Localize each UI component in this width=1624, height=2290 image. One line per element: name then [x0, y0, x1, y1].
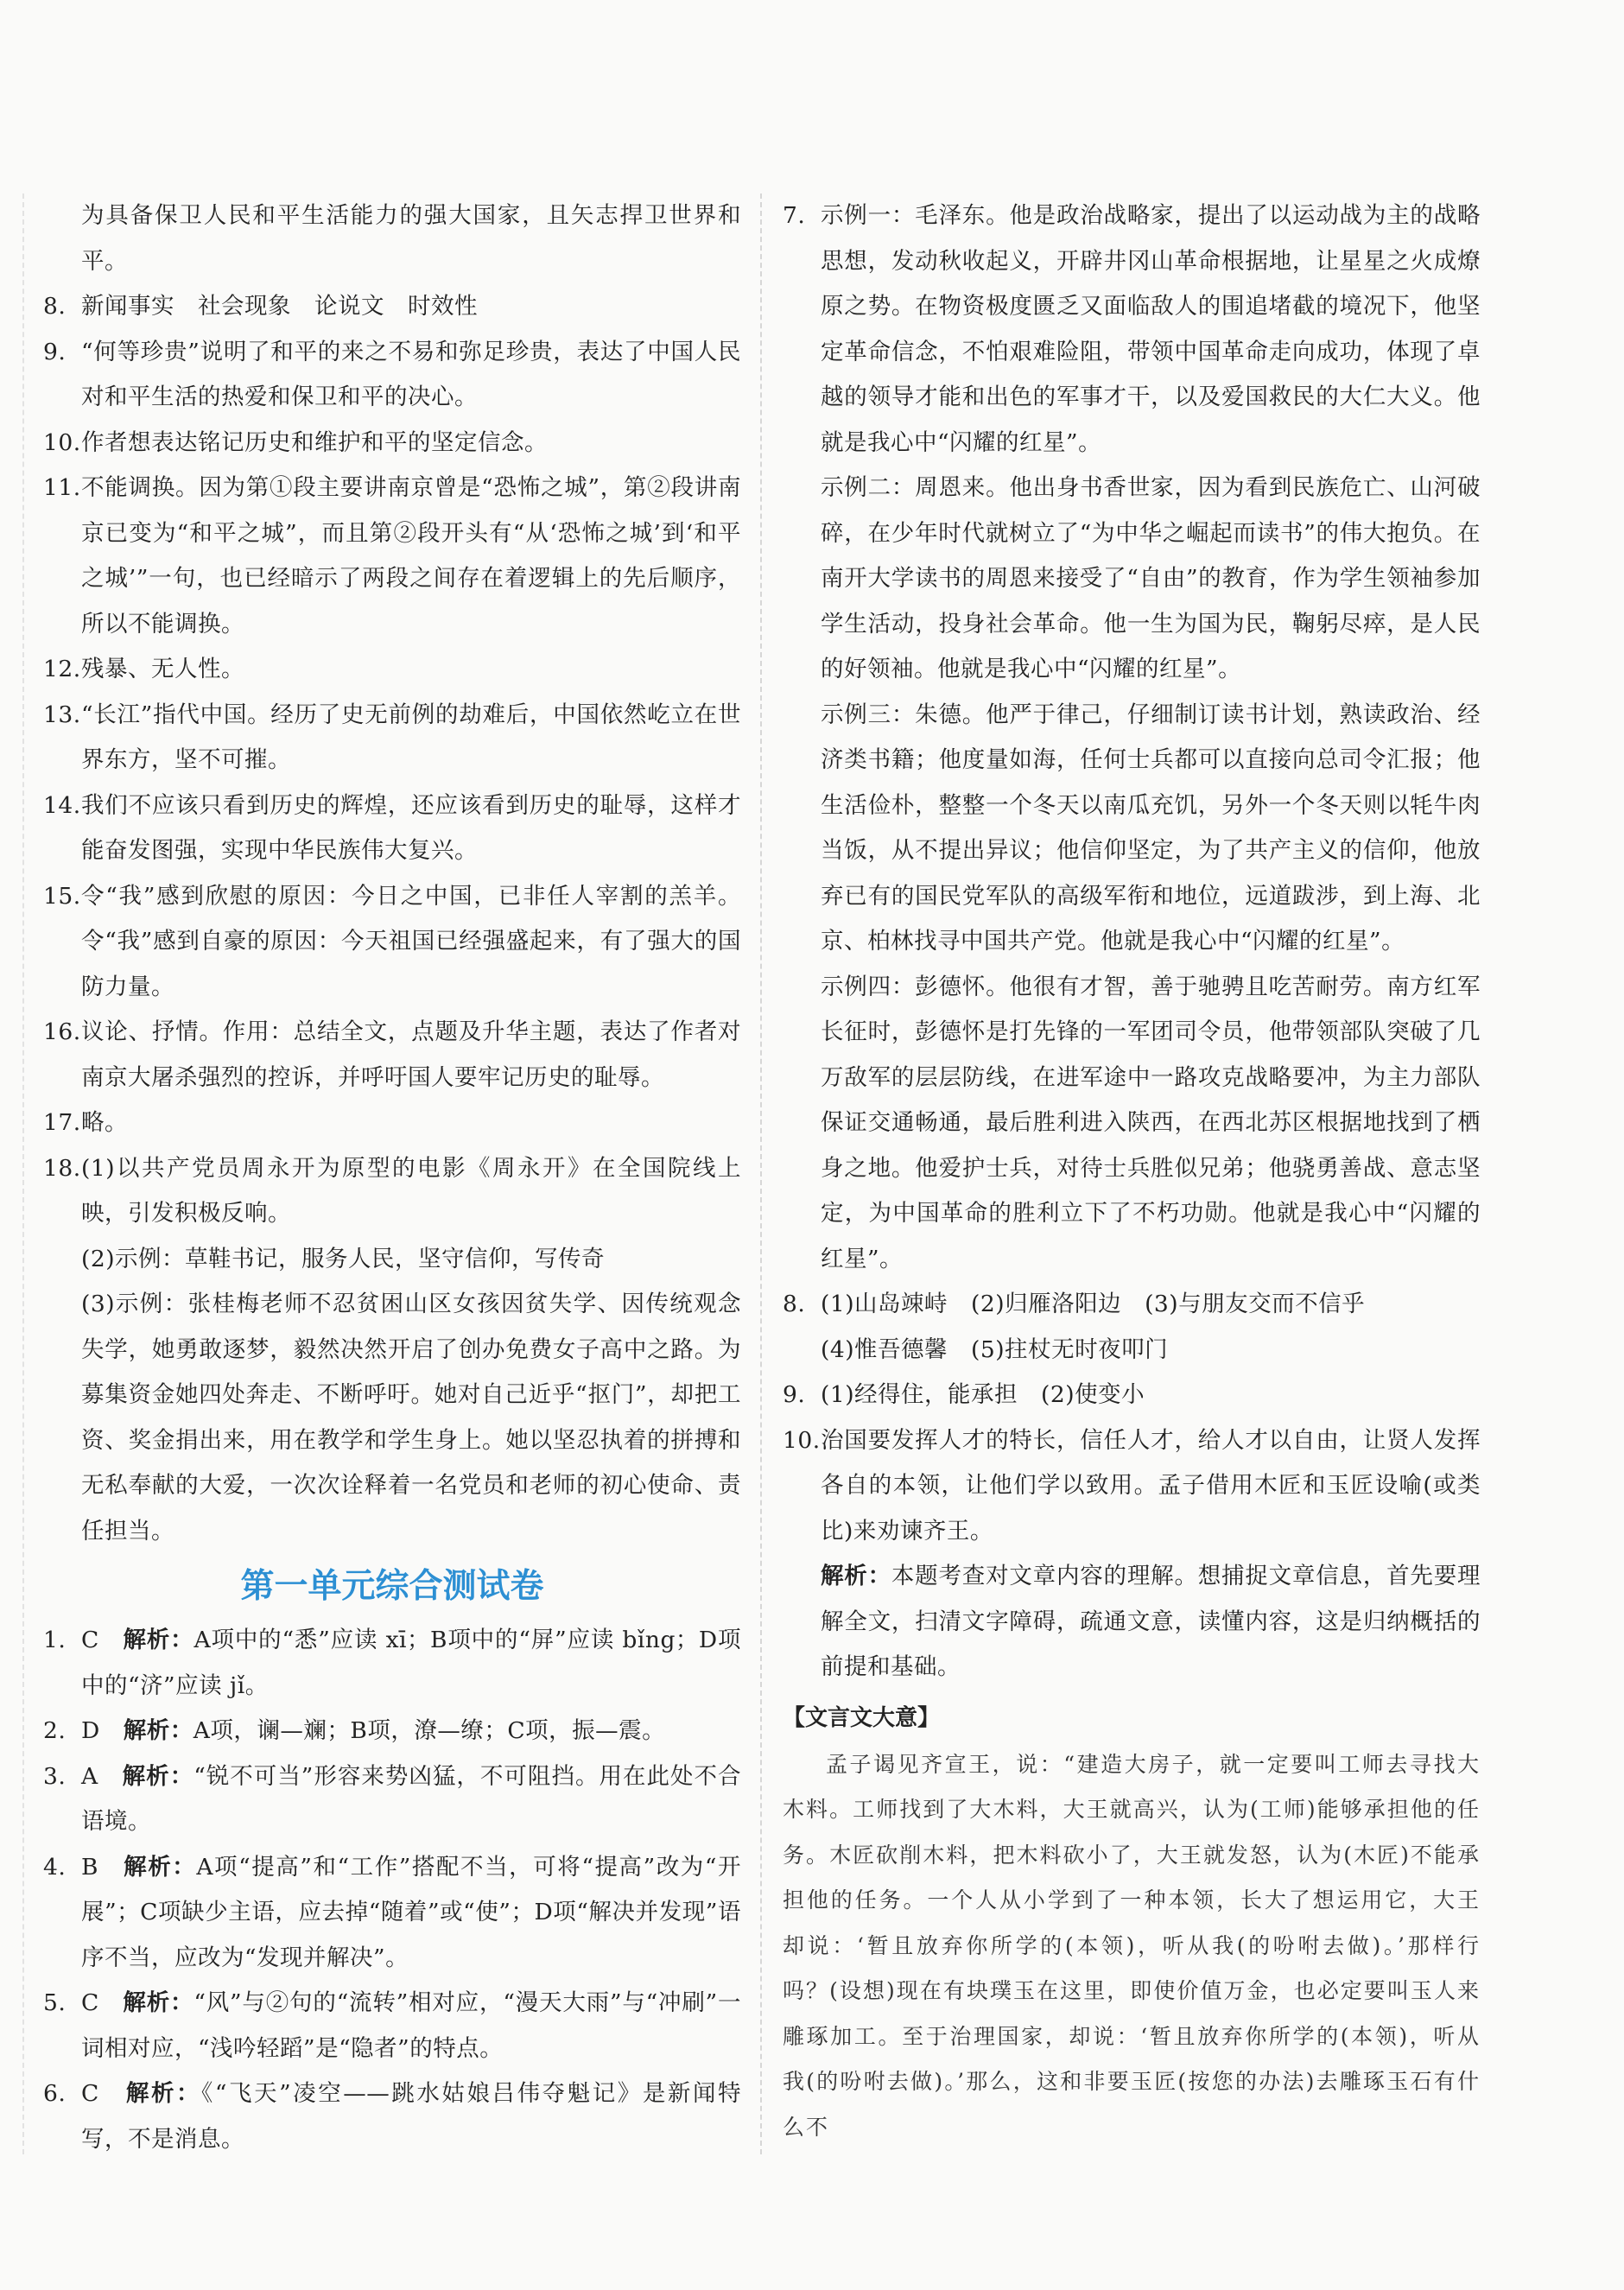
spacer	[98, 1763, 123, 1790]
spacer	[98, 1854, 124, 1881]
item-number: 11.	[43, 474, 81, 501]
item-number: 8.	[43, 293, 67, 320]
item-text: 议论、抒情。作用：总结全文，点题及升华主题，表达了作者对南京大屠杀强烈的控诉，并呼吁国人要牢记历史的耻辱。	[81, 1018, 741, 1091]
choice-answer: C	[81, 2080, 99, 2107]
answer-item	[43, 466, 741, 647]
left-answer-list	[43, 284, 741, 1237]
item8-line1: (1)山岛竦峙 (2)归雁洛阳边 (3)与朋友交而不信乎	[821, 1291, 1366, 1317]
section-title: 第一单元综合测试卷	[240, 1567, 544, 1606]
test-answer-item	[43, 2071, 741, 2162]
item-number: 1.	[43, 1627, 67, 1653]
item-number: 4.	[43, 1853, 67, 1881]
item-number: 10.	[783, 1426, 821, 1454]
item-number: 12.	[43, 656, 81, 682]
test-answer-item	[43, 1709, 741, 1754]
item-number: 18.	[43, 1154, 81, 1182]
answer-item	[43, 647, 741, 693]
analysis-text: A项，谰—斓；B项，潦—缭；C项，振—震。	[193, 1717, 666, 1744]
item7-example: 示例二：周恩来。他出身书香世家，因为看到民族危亡、山河破碎，在少年时代就树立了“为中华之崛起而读书”的伟大抱负。在南开大学读书的周恩来接受了“自由”的教育，作为学生领袖参加学生活动，投身社会革命。他一生为国为民，鞠躬尽瘁，是人民的好领袖。他就是我心中“闪耀的红星”。	[821, 474, 1481, 682]
spacer	[100, 1717, 124, 1744]
answer-item	[43, 1146, 741, 1237]
test-answer-item	[43, 1618, 741, 1709]
item-number: 3.	[43, 1762, 67, 1790]
choice-answer: C	[81, 1989, 99, 2016]
analysis-text: 本题考查对文章内容的理解。想捕捉文章信息，首先要理解全文，扫清文字障碍，疏通文意，读懂内容，这是归纳概括的前提和基础。	[821, 1563, 1481, 1680]
item10-text: 治国要发挥人才的特长，信任人才，给人才以自由，让贤人发挥各自的本领，让他们学以致用。孟子借用木匠和玉匠设喻(或类比)来劝谏齐王。	[821, 1426, 1481, 1545]
analysis-label: 解析：	[125, 2080, 202, 2107]
analysis-label: 解析：	[123, 1627, 194, 1653]
item-text: “何等珍贵”说明了和平的来之不易和弥足珍贵，表达了中国人民对和平生活的热爱和保卫和平的决心。	[81, 338, 741, 410]
item18-sub3: (3)示例：张桂梅老师不忍贫困山区女孩因贫失学、因传统观念失学，她勇敢逐梦，毅然决然开启了创办免费女子高中之路。为募集资金她四处奔走、不断呼吁。她对自己近乎“抠门”，却把工资、奖金捐出来，用在教学和学生身上。她以坚忍执着的拼搏和无私奉献的大爱，一次次诠释着一名党员和老师的初心使命、责任担当。	[81, 1291, 741, 1545]
answer-item	[43, 284, 741, 330]
item-number: 14.	[43, 791, 81, 819]
item-number: 9.	[783, 1381, 806, 1408]
analysis-text: “风”与②句的“流转”相对应，“漫天大雨”与“冲刷”一词相对应，“浅吟轻蹈”是“隐者”的特点。	[81, 1989, 741, 2062]
analysis-text: 《“飞天”凌空——跳水姑娘吕伟夺魁记》是新闻特写，不是消息。	[81, 2080, 742, 2153]
analysis-label: 解析：	[123, 1717, 193, 1744]
item-text: 我们不应该只看到历史的辉煌，还应该看到历史的耻辱，这样才能奋发图强，实现中华民族伟大复兴。	[81, 791, 741, 864]
analysis-label: 解析：	[122, 1762, 194, 1790]
answer-item	[43, 783, 741, 874]
answer-item	[43, 421, 741, 466]
test-answer-item	[43, 1845, 741, 1982]
spacer	[99, 2080, 126, 2107]
spacer	[99, 1627, 124, 1653]
choice-answer: B	[81, 1853, 98, 1881]
item7-example: 示例三：朱德。他严于律己，仔细制订读书计划，熟读政治、经济类书籍；他度量如海，任何士兵都可以直接向总司令汇报；他生活俭朴，整整一个冬天以南瓜充饥，另外一个冬天则以牦牛肉当饭，从不提出异议；他信仰坚定，为了共产主义的信仰，他放弃已有的国民党军队的高级军衔和地位，远道跋涉，到上海、北京、柏林找寻中国共产党。他就是我心中“闪耀的红星”。	[821, 701, 1481, 955]
item9-text: (1)经得住，能承担 (2)使变小	[821, 1381, 1145, 1408]
item18-sub2: (2)示例：草鞋书记，服务人民，坚守信仰，写传奇	[81, 1245, 606, 1272]
item-number: 13.	[43, 701, 81, 728]
item-number: 7.	[783, 202, 806, 229]
answer-item	[43, 330, 741, 421]
analysis-text: A项“提高”和“工作”搭配不当，可将“提高”改为“开展”；C项缺少主语，应去掉“随着”或“使”；D项“解决并发现”语序不当，应改为“发现并解决”。	[81, 1853, 741, 1971]
column-divider	[760, 193, 762, 2154]
item7-example: 示例一：毛泽东。他是政治战略家，提出了以运动战为主的战略思想，发动秋收起义，开辟井冈山革命根据地，让星星之火成燎原之势。在物资极度匮乏又面临敌人的围追堵截的境况下，他坚定革命信念，不怕艰难险阻，带领中国革命走向成功，体现了卓越的领导才能和出色的军事才干，以及爱国救民的大仁大义。他就是我心中“闪耀的红星”。	[821, 202, 1481, 456]
spacer	[99, 1989, 124, 2016]
classical-translation-text: 孟子谒见齐宣王，说：“建造大房子，就一定要叫工师去寻找大木料。工师找到了大木料，大王就高兴，认为(工师)能够承担他的任务。木匠砍削木料，把木料砍小了，大王就发怒，认为(木匠)不能承担他的任务。一个人从小学到了一种本领，长大了想运用它，大王却说：‘暂且放弃你所学的(本领)，听从我(的吩咐去做)。’那样行吗？(设想)现在有块璞玉在这里，即使价值万金，也必定要叫玉人来雕琢加工。至于治理国家，却说：‘暂且放弃你所学的(本领)，听从我(的吩咐去做)。’那么，这和非要玉匠(按您的办法)去雕琢玉石有什么不	[783, 1751, 1481, 2140]
analysis-text: “锐不可当”形容来势凶猛，不可阻挡。用在此处不合语境。	[81, 1762, 742, 1835]
item-10	[783, 1418, 1481, 1555]
item-number: 6.	[43, 2080, 67, 2107]
item-text: “长江”指代中国。经历了史无前例的劫难后，中国依然屹立在世界东方，坚不可摧。	[81, 701, 741, 773]
choice-answer: C	[81, 1627, 99, 1653]
item-number: 8.	[783, 1291, 806, 1317]
item-text: 不能调换。因为第①段主要讲南京曾是“恐怖之城”，第②段讲南京已变为“和平之城”，而且第②段开头有“从‘恐怖之城’到‘和平之城’”一句，也已经暗示了两段之间存在着逻辑上的先后顺序，所以不能调换。	[81, 474, 741, 638]
test-answer-item	[43, 1981, 741, 2071]
right-column	[783, 193, 1481, 2150]
item-number: 2.	[43, 1717, 67, 1744]
item-text: 略。	[81, 1109, 128, 1136]
item7-example: 示例四：彭德怀。他很有才智，善于驰骋且吃苦耐劳。南方红军长征时，彭德怀是打先锋的一军团司令员，他带领部队突破了几万敌军的层层防线，在进军途中一路攻克战略要冲，为主力部队保证交通畅通，最后胜利进入陕西，在西北苏区根据地找到了栖身之地。他爱护士兵，对待士兵胜似兄弟；他骁勇善战、意志坚定，为中国革命的胜利立下了不朽功勋。他就是我心中“闪耀的红星”。	[821, 973, 1481, 1272]
item-number: 15.	[43, 882, 81, 910]
item-text: (1)以共产党员周永开为原型的电影《周永开》在全国院线上映，引发积极反响。	[81, 1154, 741, 1227]
answer-item	[43, 1010, 741, 1101]
item-9	[783, 1373, 1481, 1418]
margin-mark	[22, 193, 24, 2154]
analysis-text: A项中的“悉”应读 xī；B项中的“屏”应读 bǐng；D项中的“济”应读 jǐ。	[81, 1627, 741, 1699]
item-7	[783, 193, 1481, 1282]
continued-paragraph: 为具备保卫人民和平生活能力的强大国家，且矢志捍卫世界和平。	[81, 202, 741, 275]
item8-line2: (4)惟吾德馨 (5)拄杖无时夜叩门	[821, 1335, 1169, 1363]
item10-analysis	[783, 1554, 1481, 1691]
analysis-label: 解析：	[821, 1563, 891, 1589]
choice-answer: D	[81, 1717, 100, 1744]
item7-examples	[821, 193, 1481, 1282]
item-text: 残暴、无人性。	[81, 656, 244, 682]
classical-translation-title: 【文言文大意】	[783, 1704, 941, 1731]
test-answer-item	[43, 1754, 741, 1845]
item-number: 16.	[43, 1018, 81, 1045]
answer-item	[43, 874, 741, 1011]
item-text: 作者想表达铭记历史和维护和平的坚定信念。	[81, 428, 548, 456]
answer-item	[43, 1101, 741, 1146]
left-column	[43, 193, 741, 2162]
item-8	[783, 1282, 1481, 1373]
answer-item	[43, 693, 741, 783]
test-answer-list	[43, 1618, 741, 2162]
choice-answer: A	[81, 1762, 98, 1790]
item-number: 9.	[43, 338, 67, 365]
item-number: 17.	[43, 1109, 81, 1136]
item-text: 令“我”感到欣慰的原因：今日之中国，已非任人宰割的羔羊。令“我”感到自豪的原因：今天祖国已经强盛起来，有了强大的国防力量。	[81, 882, 741, 1000]
item-number: 5.	[43, 1989, 67, 2016]
item-text: 新闻事实 社会现象 论说文 时效性	[81, 293, 478, 320]
item-number: 10.	[43, 428, 81, 456]
analysis-label: 解析：	[123, 1989, 194, 2016]
analysis-label: 解析：	[124, 1853, 197, 1881]
